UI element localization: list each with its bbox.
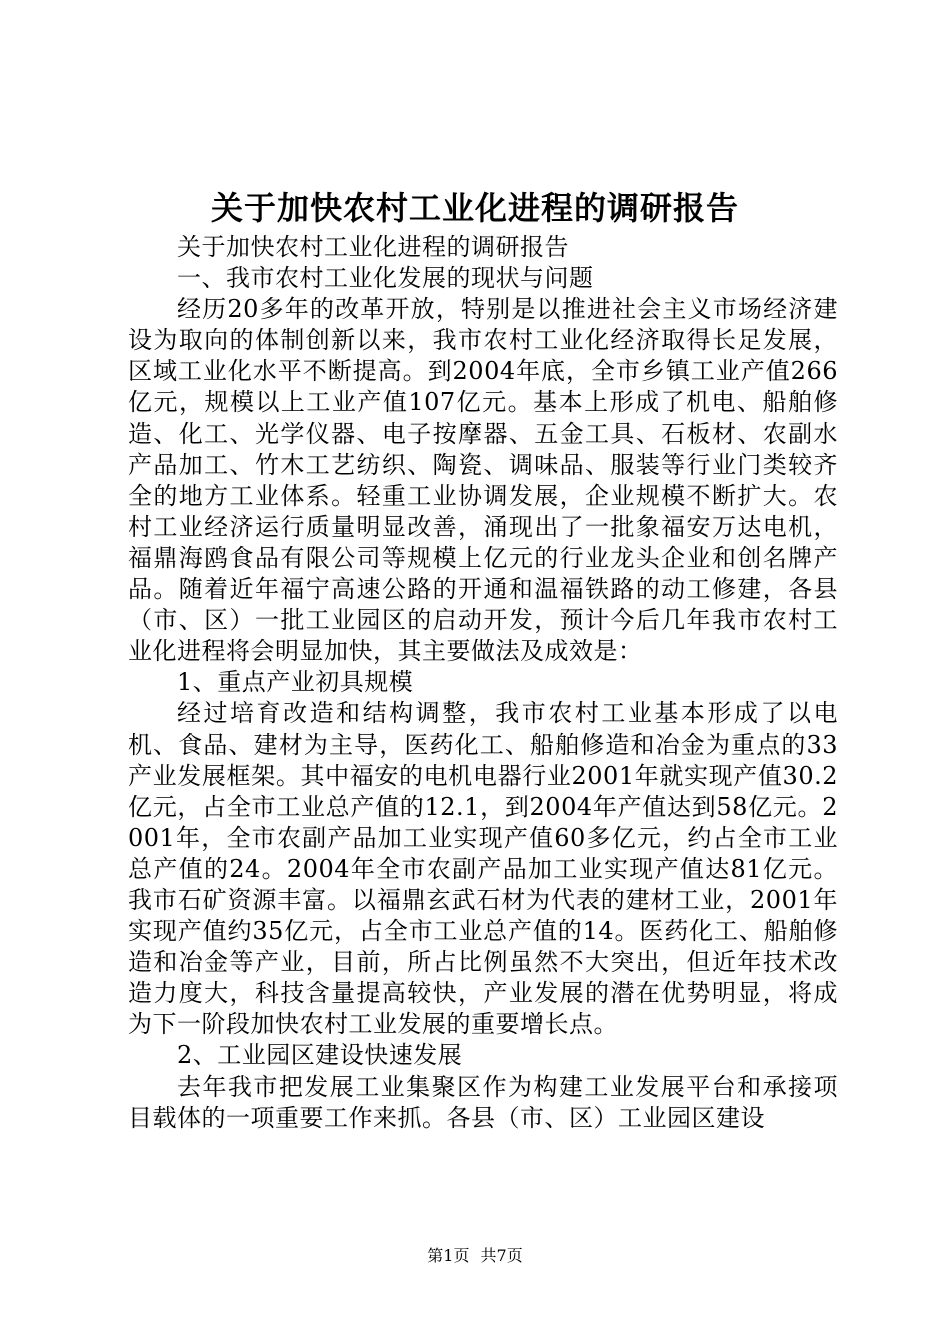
document-title: 关于加快农村工业化进程的调研报告 <box>210 189 739 227</box>
section-heading-1: 一、我市农村工业化发展的现状与问题 <box>177 264 594 293</box>
page-total: 共7页 <box>480 1246 523 1265</box>
subsection-heading-1: 1、重点产业初具规模 <box>177 668 414 697</box>
paragraph: 经过培育改造和结构调整，我市农村工业基本形成了以电机、食品、建材为主导，医药化工、船舶修造和冶金为重点的33产业发展框架。其中福安的电机电器行业2001年就实现产值30.2亿元，占全市工业总产值的12.1，到2004年产值达到58亿元。2001年，全市农副产品加工业实现产值60多亿元，约占全市工业总产值的24。2004年全市农副产品加工业实现产值达81亿元。我市石矿资源丰富。以福鼎玄武石材为代表的建材工业，2001年实现产值约35亿元，占全市工业总产值的14。医药化工、船舶修造和冶金等产业，目前，所占比例虽然不大突出，但近年技术改造力度大，科技含量提高较快，产业发展的潜在优势明显，将成为下一阶段加快农村工业发展的重要增长点。 <box>128 699 838 1039</box>
document-body <box>128 232 838 1134</box>
paragraph-subtitle: 关于加快农村工业化进程的调研报告 <box>177 233 569 261</box>
page-footer <box>0 1245 950 1267</box>
paragraph: 去年我市把发展工业集聚区作为构建工业发展平台和承接项目载体的一项重要工作来抓。各县（市、区）工业园区建设 <box>128 1072 838 1132</box>
subsection-heading-2: 2、工业园区建设快速发展 <box>177 1041 463 1070</box>
page-number: 第1页 <box>427 1246 470 1265</box>
paragraph: 经历20多年的改革开放，特别是以推进社会主义市场经济建设为取向的体制创新以来，我市农村工业化经济取得长足发展，区域工业化水平不断提高。到2004年底，全市乡镇工业产值266亿元，规模以上工业产值107亿元。基本上形成了机电、船舶修造、化工、光学仪器、电子按摩器、五金工具、石板材、农副水产品加工、竹木工艺纺织、陶瓷、调味品、服装等行业门类较齐全的地方工业体系。轻重工业协调发展，企业规模不断扩大。农村工业经济运行质量明显改善，涌现出了一批象福安万达电机，福鼎海鸥食品有限公司等规模上亿元的行业龙头企业和创名牌产品。随着近年福宁高速公路的开通和温福铁路的动工修建，各县（市、区）一批工业园区的启动开发，预计今后几年我市农村工业化进程将会明显加快，其主要做法及成效是： <box>128 295 838 666</box>
